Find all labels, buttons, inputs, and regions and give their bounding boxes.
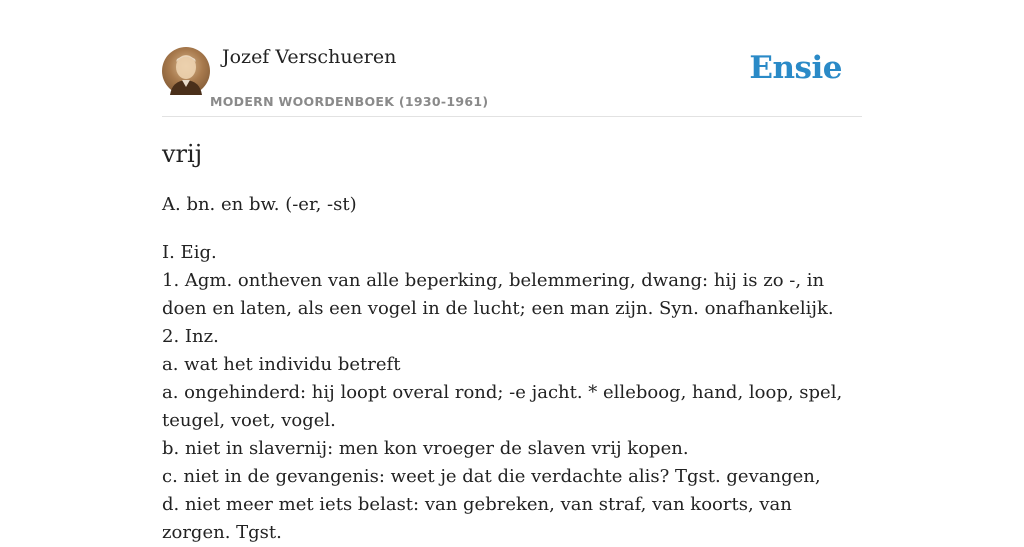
definition-line: c. niet in de gevangenis: weet je dat die verdachte alis? Tgst. gevangen,	[162, 466, 821, 487]
source-label[interactable]: MODERN WOORDENBOEK (1930-1961)	[210, 94, 489, 109]
definition-text	[162, 239, 862, 547]
definition-line: b. niet in slavernij: men kon vroeger de slaven vrij kopen.	[162, 438, 689, 459]
definition-line: a. wat het individu betreft	[162, 354, 401, 375]
part-of-speech: A. bn. en bw. (-er, -st)	[162, 194, 357, 215]
entry-header	[162, 44, 862, 117]
author-avatar[interactable]	[162, 47, 210, 95]
definition-line: I. Eig.	[162, 242, 217, 263]
definition-line: d. niet meer met iets belast: van gebreken, van straf, van koorts, van zorgen. Tgst.	[162, 494, 792, 543]
entry-title: vrij	[162, 140, 203, 168]
definition-line: a. ongehinderd: hij loopt overal rond; -e jacht. * elleboog, hand, loop, spel, teugel, voet, vogel.	[162, 382, 843, 431]
ensie-logo[interactable]: Ensie	[749, 50, 842, 86]
portrait-icon	[162, 47, 210, 95]
author-name[interactable]: Jozef Verschueren	[222, 46, 397, 68]
definition-line: 1. Agm. ontheven van alle beperking, belemmering, dwang: hij is zo -, in doen en laten, als een vogel in de lucht; een man zijn. Syn. onafhankelijk.	[162, 270, 834, 319]
definition-line: 2. Inz.	[162, 326, 219, 347]
